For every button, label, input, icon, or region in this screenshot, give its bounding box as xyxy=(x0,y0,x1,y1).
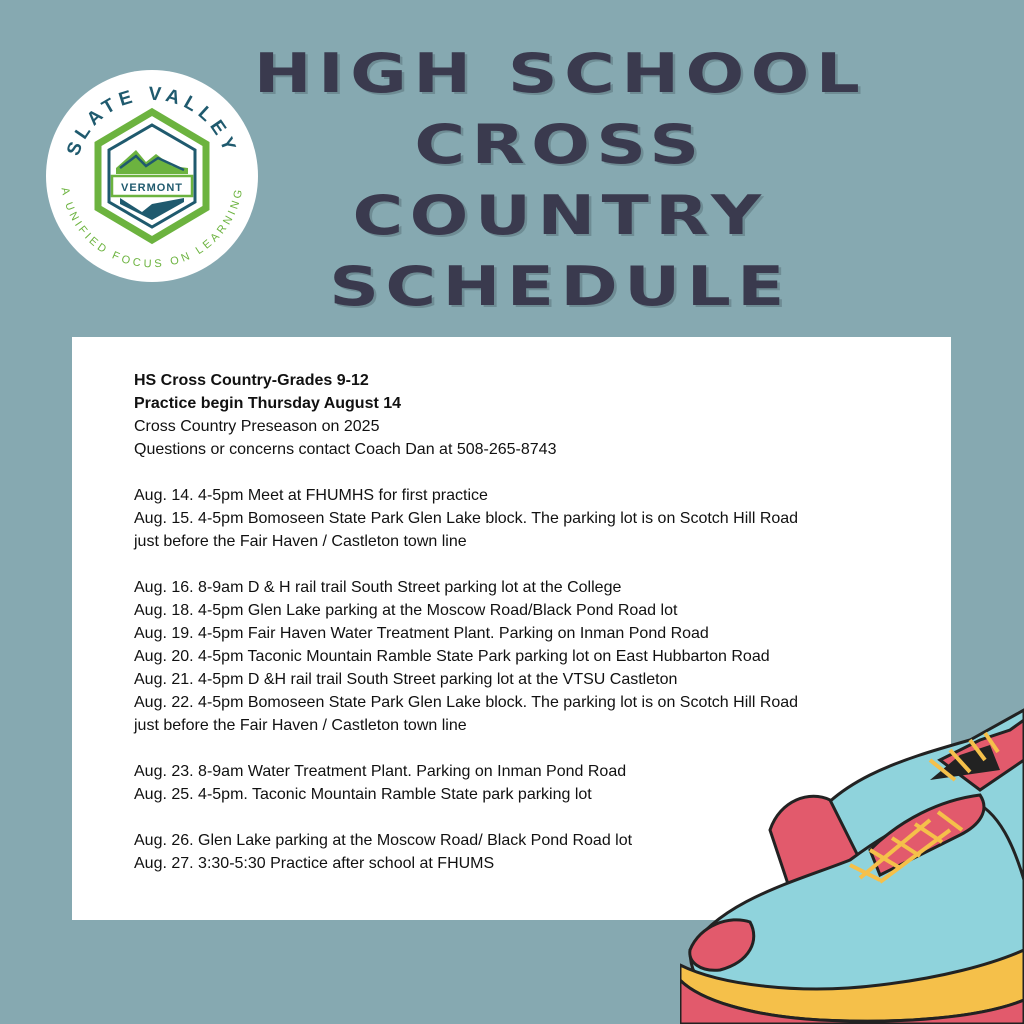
schedule-line: Aug. 23. 8-9am Water Treatment Plant. Parking on Inman Pond Road xyxy=(134,763,627,780)
logo-center-text: VERMONT xyxy=(121,182,183,194)
schedule-line: Aug. 15. 4-5pm Bomoseen State Park Glen Lake block. The parking lot is on Scotch Hill Road xyxy=(134,510,799,527)
header-line: HS Cross Country-Grades 9-12 xyxy=(134,372,369,389)
spacer xyxy=(134,553,934,576)
schedule-line: Aug. 27. 3:30-5:30 Practice after school at FHUMS xyxy=(134,855,495,872)
schedule-line: just before the Fair Haven / Castleton town line xyxy=(134,717,467,734)
running-shoe-icon xyxy=(680,700,1024,1024)
schedule-line: Aug. 26. Glen Lake parking at the Moscow Road/ Black Pond Road lot xyxy=(134,832,633,849)
schedule-line: Aug. 19. 4-5pm Fair Haven Water Treatment Plant. Parking on Inman Pond Road xyxy=(134,625,709,642)
schedule-line: Aug. 14. 4-5pm Meet at FHUMHS for first practice xyxy=(134,487,488,504)
title-line: CROSS xyxy=(414,113,706,176)
schedule-line: Aug. 18. 4-5pm Glen Lake parking at the Moscow Road/Black Pond Road lot xyxy=(134,602,678,619)
schedule-line: just before the Fair Haven / Castleton town line xyxy=(134,533,467,550)
title-line: HIGH SCHOOL xyxy=(253,42,867,105)
schedule-line: Aug. 20. 4-5pm Taconic Mountain Ramble State Park parking lot on East Hubbarton Road xyxy=(134,648,770,665)
header-line: Cross Country Preseason on 2025 xyxy=(134,418,380,435)
spacer xyxy=(134,461,934,484)
title-line: SCHEDULE xyxy=(329,255,791,318)
logo-bottom-text: A UNIFIED FOCUS ON LEARNING xyxy=(58,186,246,271)
logo-top-text: SLATE VALLEY xyxy=(63,83,241,159)
header-line: Questions or concerns contact Coach Dan at 508-265-8743 xyxy=(134,441,557,458)
schedule-line: Aug. 21. 4-5pm D &H rail trail South Street parking lot at the VTSU Castleton xyxy=(134,671,678,688)
header-line: Practice begin Thursday August 14 xyxy=(134,395,402,412)
schedule-line: Aug. 22. 4-5pm Bomoseen State Park Glen Lake block. The parking lot is on Scotch Hill Road xyxy=(134,694,799,711)
schedule-line: Aug. 25. 4-5pm. Taconic Mountain Ramble State park parking lot xyxy=(134,786,592,803)
page-title xyxy=(163,38,957,322)
title-line: COUNTRY xyxy=(352,184,768,247)
schedule-line: Aug. 16. 8-9am D & H rail trail South Street parking lot at the College xyxy=(134,579,622,596)
